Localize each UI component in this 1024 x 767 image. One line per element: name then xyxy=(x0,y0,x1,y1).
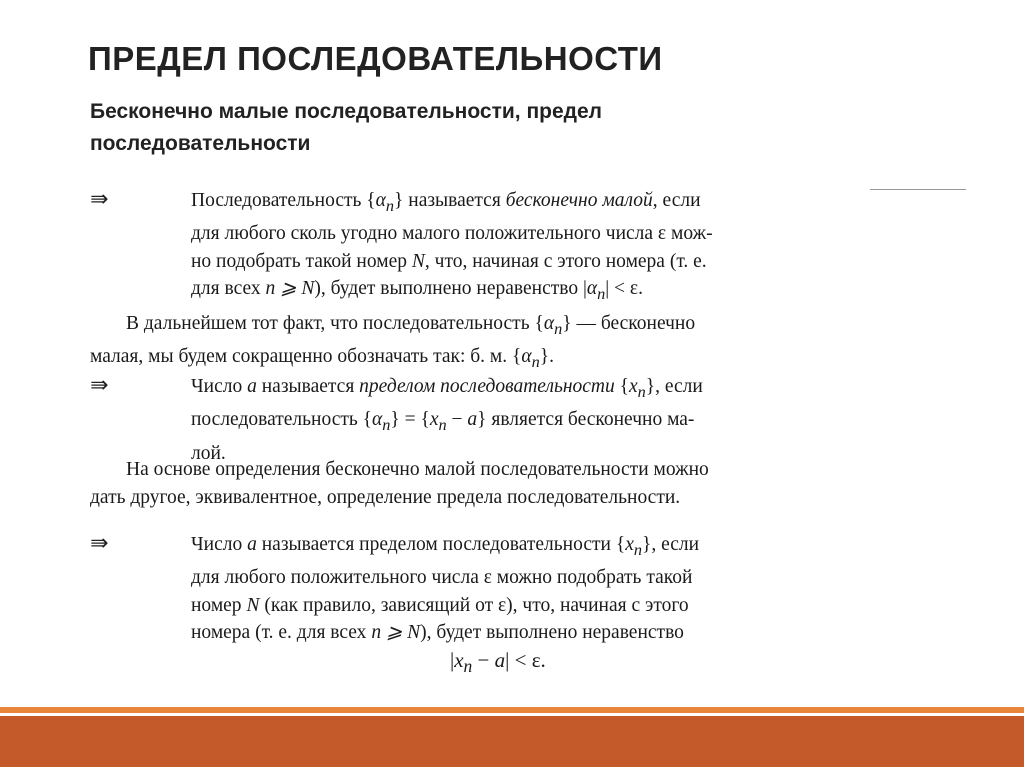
text-line: В дальнейшем тот факт, что последовательность $\{\alpha_n\}$ — бесконечно xyxy=(126,313,696,338)
section-heading-line-1: Бесконечно малые последовательности, предел xyxy=(90,100,602,123)
text-line: но подобрать такой номер N, что, начиная с этого номера (т. е. xyxy=(191,250,707,272)
text-line: Число a называется пределом последовательности $\{x_n\}$, если xyxy=(191,534,700,559)
text-line: дать другое, эквивалентное, определение предела последовательности. xyxy=(90,486,681,508)
section-heading-line-2: последовательности xyxy=(90,132,311,155)
text-line: Последовательность $\{\alpha_n\}$ называется бесконечно малой, если xyxy=(191,190,701,215)
text-line: для всех n ⩾ N), будет выполнено неравенство $|\alpha_n| < \varepsilon$. xyxy=(191,278,643,304)
text-line: для любого положительного числа ε можно подобрать такой xyxy=(191,567,693,589)
footer-accent-bar xyxy=(0,716,1024,767)
text-line: последовательность $\{\alpha_n\} = \{x_n - a\}$ является бесконечно ма- xyxy=(191,409,695,435)
decorative-divider xyxy=(870,189,966,190)
notation-paragraph xyxy=(90,310,695,377)
text-line: для любого сколь угодно малого положительного числа ε мож- xyxy=(191,223,713,245)
definition-infinitesimal xyxy=(191,187,713,309)
text-line: лой. xyxy=(191,442,226,464)
text-line: малая, мы будем сокращенно обозначать так: б. м. $\{\alpha_n\}$. xyxy=(90,346,555,372)
text-line: номер N (как правило, зависящий от ε), что, начиная с этого xyxy=(191,594,689,616)
definition-limit xyxy=(191,373,703,467)
definition-arrow-icon: ⇛ xyxy=(90,531,109,556)
definition-arrow-icon: ⇛ xyxy=(90,187,109,212)
section-heading xyxy=(90,96,790,160)
equivalence-paragraph xyxy=(90,456,709,511)
inequality-formula: $|x_n - a| < \varepsilon$. xyxy=(450,648,546,677)
slide-title: ПРЕДЕЛ ПОСЛЕДОВАТЕЛЬНОСТИ xyxy=(88,40,663,77)
text-line: номера (т. е. для всех n ⩾ N), будет выполнено неравенство xyxy=(191,622,684,644)
text-line: На основе определения бесконечно малой последовательности можно xyxy=(126,459,709,480)
definition-limit-epsilon xyxy=(191,531,699,647)
footer-accent-line xyxy=(0,707,1024,713)
text-line: Число a называется пределом последовательности $\{x_n\}$, если xyxy=(191,376,703,401)
definition-arrow-icon: ⇛ xyxy=(90,373,109,398)
